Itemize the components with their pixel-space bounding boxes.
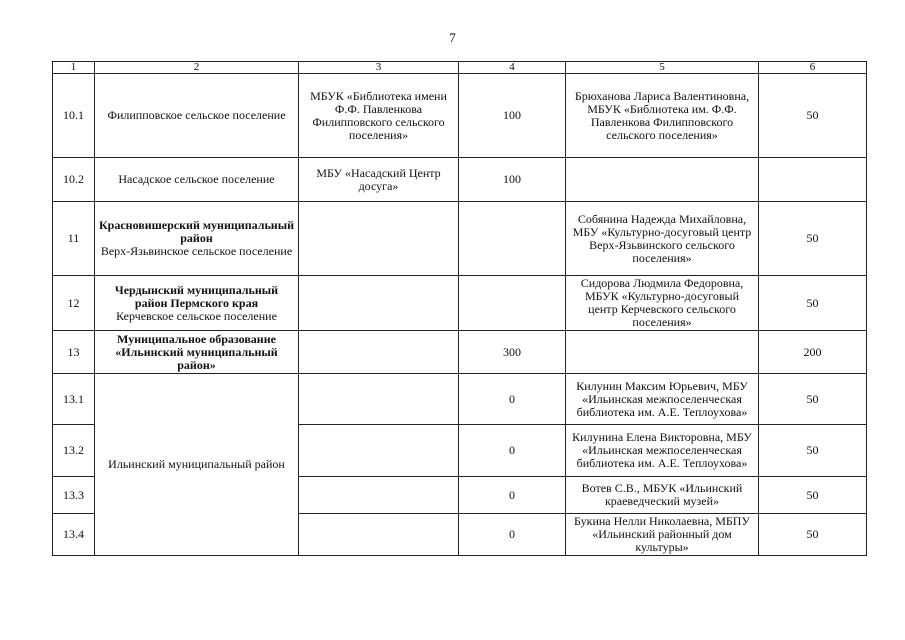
amount-recipient: 50 [759,276,867,331]
page-number: 7 [449,30,456,45]
table-row [53,158,867,202]
table-row [53,331,867,374]
amount: 0 [459,477,566,514]
amount: 300 [459,331,566,374]
column-number: 6 [759,62,867,74]
amount-recipient: 50 [759,477,867,514]
column-number: 2 [95,62,299,74]
district-name: Красновишерский муниципальный район [98,218,295,245]
municipality-name [95,331,299,374]
settlement-name: Верх-Язьвинское сельское поселение [100,244,293,258]
institution [299,276,459,331]
row-number: 13.3 [53,477,95,514]
amount [459,202,566,276]
municipality-name: Ильинский муниципальный район [95,374,299,556]
amount-recipient: 50 [759,74,867,158]
row-number: 12 [53,276,95,331]
recipient: Букина Нелли Николаевна, МБПУ «Ильинский районный дом культуры» [566,514,759,556]
table-row [53,276,867,331]
municipality-name: Насадское сельское поселение [95,158,299,202]
settlement-name: Керчевское сельское поселение [116,308,277,323]
amount-recipient: 50 [759,202,867,276]
district-name: Муниципальное образование «Ильинский муниципальный район» [115,331,278,372]
recipient: Сидорова Людмила Федоровна, МБУК «Культурно-досуговый центр Керчевского сельского поселения» [566,276,759,331]
institution [299,514,459,556]
amount [459,276,566,331]
row-number: 11 [53,202,95,276]
amount-recipient: 200 [759,331,867,374]
recipient: Килунина Елена Викторовна, МБУ «Ильинская межпоселенческая библиотека им. А.Е. Теплоухова» [566,425,759,477]
allocation-table [52,61,867,556]
municipality-name [95,276,299,331]
institution [299,477,459,514]
municipality-name: Филипповское сельское поселение [95,74,299,158]
column-number: 5 [566,62,759,74]
amount: 0 [459,374,566,425]
column-number: 1 [53,62,95,74]
row-number: 13.1 [53,374,95,425]
row-number: 13.4 [53,514,95,556]
recipient [566,331,759,374]
amount-recipient: 50 [759,374,867,425]
institution: МБУК «Библиотека имени Ф.Ф. Павленкова Филипповского сельского поселения» [299,74,459,158]
amount: 0 [459,514,566,556]
table-row [53,374,867,425]
column-number-row [53,62,867,74]
institution [299,331,459,374]
institution [299,202,459,276]
row-number: 10.1 [53,74,95,158]
institution: МБУ «Насадский Центр досуга» [299,158,459,202]
row-number: 10.2 [53,158,95,202]
row-number: 13 [53,331,95,374]
institution [299,425,459,477]
row-number: 13.2 [53,425,95,477]
municipality-name [95,202,299,276]
amount-recipient [759,158,867,202]
amount-recipient: 50 [759,514,867,556]
column-number: 3 [299,62,459,74]
amount-recipient: 50 [759,425,867,477]
recipient: Вотев С.В., МБУК «Ильинский краеведческий музей» [566,477,759,514]
amount: 100 [459,158,566,202]
recipient [566,158,759,202]
table-row [53,74,867,158]
amount: 100 [459,74,566,158]
recipient: Собянина Надежда Михайловна, МБУ «Культурно-досуговый центр Верх-Язьвинского сельского поселения» [566,202,759,276]
table-row [53,202,867,276]
institution [299,374,459,425]
district-name: Чердынский муниципальный район Пермского края [114,282,279,310]
recipient: Брюханова Лариса Валентиновна, МБУК «Библиотека им. Ф.Ф. Павленкова Филипповского сельского поселения» [566,74,759,158]
column-number: 4 [459,62,566,74]
amount: 0 [459,425,566,477]
recipient: Килунин Максим Юрьевич, МБУ «Ильинская межпоселенческая библиотека им. А.Е. Теплоухова» [566,374,759,425]
